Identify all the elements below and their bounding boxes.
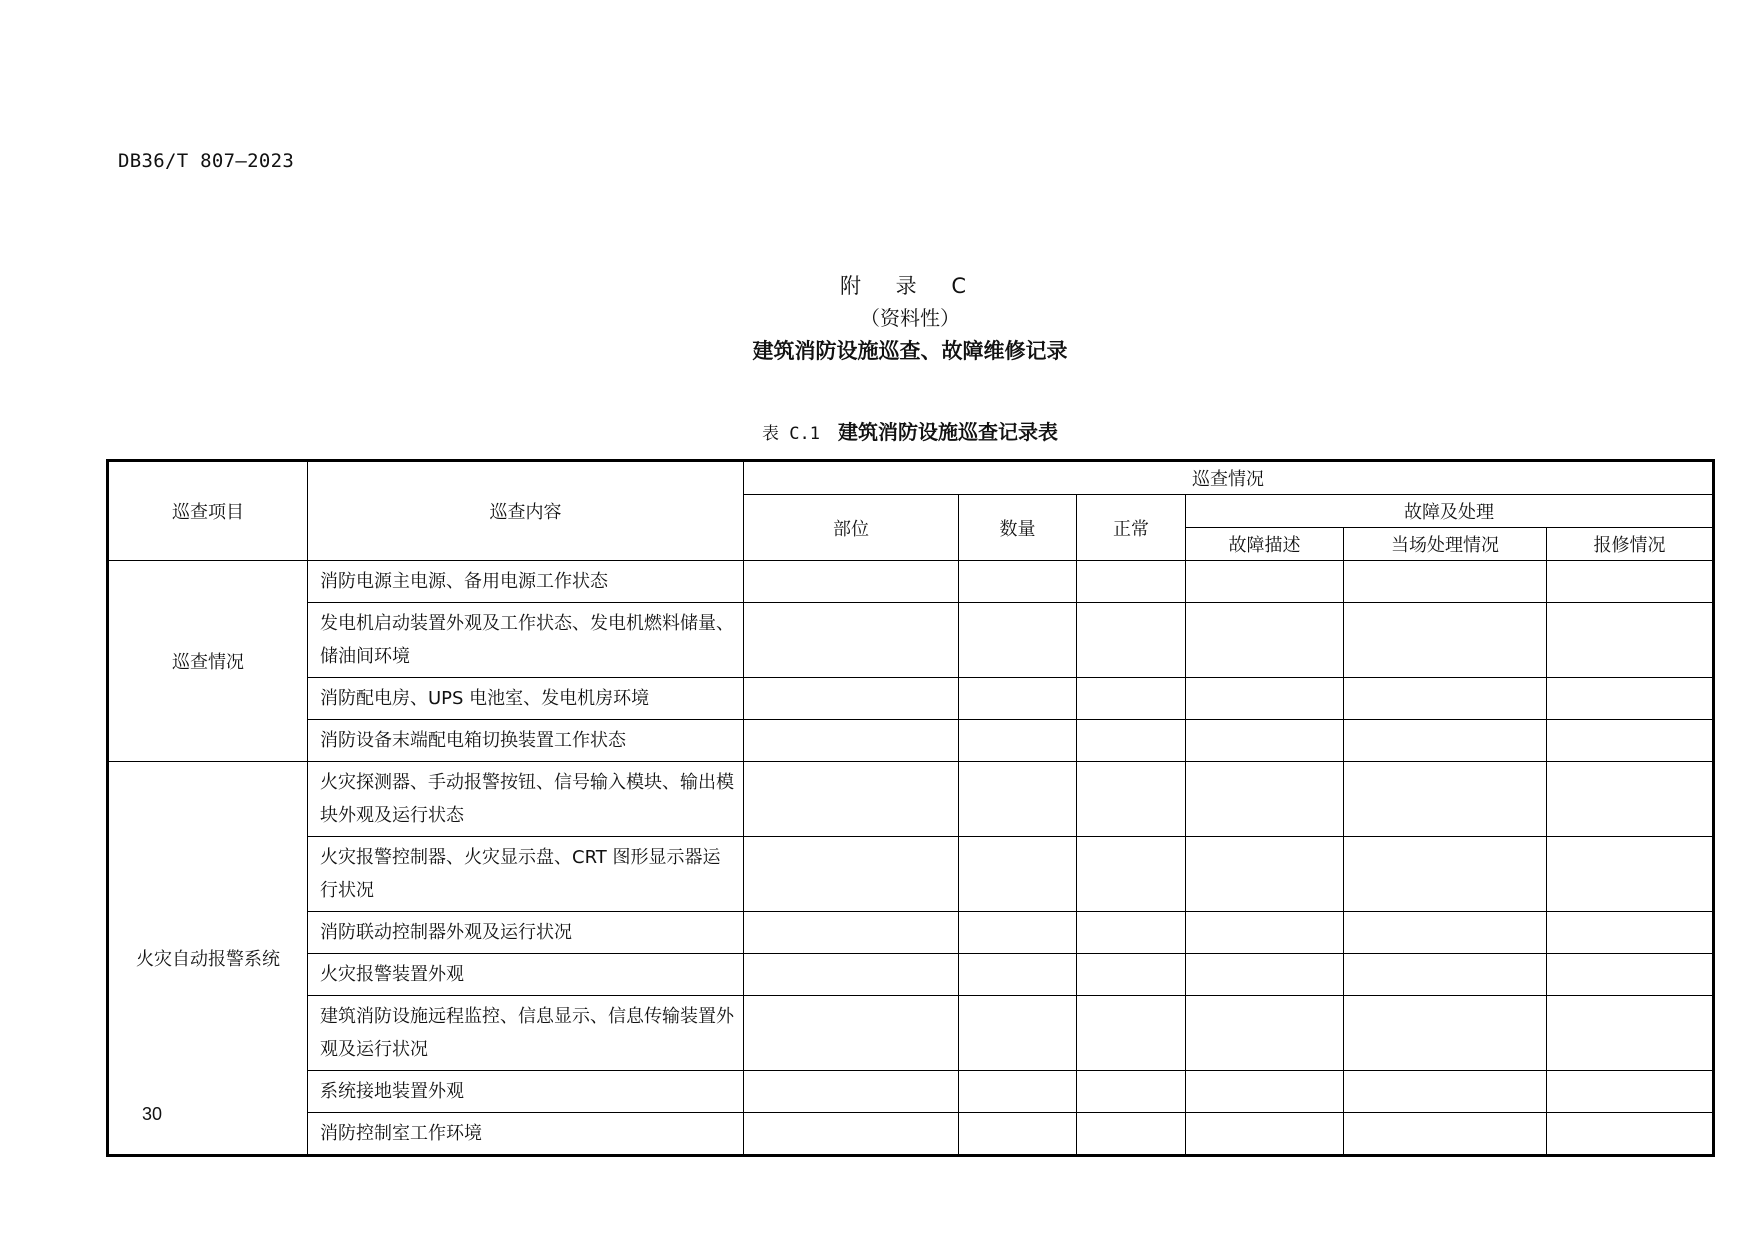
location-cell[interactable] [744, 912, 959, 954]
repair-status-cell[interactable] [1547, 1113, 1714, 1156]
content-cell: 系统接地装置外观 [308, 1071, 744, 1113]
normal-cell[interactable] [1077, 996, 1186, 1071]
appendix-type: （资料性） [860, 306, 960, 330]
content-cell: 火灾报警控制器、火灾显示盘、CRT 图形显示器运行状况 [308, 837, 744, 912]
onsite-handling-cell[interactable] [1344, 678, 1547, 720]
page-number: 30 [142, 1104, 163, 1124]
location-cell[interactable] [744, 678, 959, 720]
header-content: 巡查内容 [308, 461, 744, 561]
normal-cell[interactable] [1077, 1113, 1186, 1156]
quantity-cell[interactable] [959, 762, 1077, 837]
fault-description-cell[interactable] [1186, 1113, 1344, 1156]
quantity-cell[interactable] [959, 561, 1077, 603]
header-location: 部位 [744, 495, 959, 561]
quantity-cell[interactable] [959, 603, 1077, 678]
content-cell: 建筑消防设施远程监控、信息显示、信息传输装置外观及运行状况 [308, 996, 744, 1071]
repair-status-cell[interactable] [1547, 762, 1714, 837]
onsite-handling-cell[interactable] [1344, 603, 1547, 678]
fault-description-cell[interactable] [1186, 912, 1344, 954]
repair-status-cell[interactable] [1547, 561, 1714, 603]
content-cell: 发电机启动装置外观及工作状态、发电机燃料储量、储油间环境 [308, 603, 744, 678]
fault-description-cell[interactable] [1186, 762, 1344, 837]
normal-cell[interactable] [1077, 954, 1186, 996]
appendix-name: 建筑消防设施巡查、故障维修记录 [752, 339, 1068, 363]
quantity-cell[interactable] [959, 720, 1077, 762]
fault-description-cell[interactable] [1186, 837, 1344, 912]
onsite-handling-cell[interactable] [1344, 762, 1547, 837]
onsite-handling-cell[interactable] [1344, 561, 1547, 603]
onsite-handling-cell[interactable] [1344, 837, 1547, 912]
table-row [108, 678, 1714, 720]
header-quantity: 数量 [959, 495, 1077, 561]
header-onsite-handling: 当场处理情况 [1344, 528, 1547, 561]
fault-description-cell[interactable] [1186, 678, 1344, 720]
repair-status-cell[interactable] [1547, 996, 1714, 1071]
table-caption [0, 416, 1754, 445]
quantity-cell[interactable] [959, 912, 1077, 954]
table-row [108, 1071, 1714, 1113]
fault-description-cell[interactable] [1186, 720, 1344, 762]
normal-cell[interactable] [1077, 912, 1186, 954]
header-normal: 正常 [1077, 495, 1186, 561]
content-cell: 消防控制室工作环境 [308, 1113, 744, 1156]
table-row [108, 603, 1714, 678]
fault-description-cell[interactable] [1186, 561, 1344, 603]
header-fault: 故障及处理 [1186, 495, 1714, 528]
header-item: 巡查项目 [108, 461, 308, 561]
normal-cell[interactable] [1077, 603, 1186, 678]
onsite-handling-cell[interactable] [1344, 996, 1547, 1071]
quantity-cell[interactable] [959, 837, 1077, 912]
normal-cell[interactable] [1077, 561, 1186, 603]
fault-description-cell[interactable] [1186, 1071, 1344, 1113]
location-cell[interactable] [744, 954, 959, 996]
location-cell[interactable] [744, 762, 959, 837]
location-cell[interactable] [744, 1113, 959, 1156]
content-cell: 消防联动控制器外观及运行状况 [308, 912, 744, 954]
repair-status-cell[interactable] [1547, 954, 1714, 996]
content-cell: 消防配电房、UPS 电池室、发电机房环境 [308, 678, 744, 720]
repair-status-cell[interactable] [1547, 912, 1714, 954]
onsite-handling-cell[interactable] [1344, 1113, 1547, 1156]
fault-description-cell[interactable] [1186, 954, 1344, 996]
quantity-cell[interactable] [959, 954, 1077, 996]
table-row [108, 561, 1714, 603]
onsite-handling-cell[interactable] [1344, 912, 1547, 954]
header-status: 巡查情况 [744, 461, 1714, 495]
table-number: 表 C.1 [762, 424, 820, 444]
location-cell[interactable] [744, 1071, 959, 1113]
normal-cell[interactable] [1077, 837, 1186, 912]
location-cell[interactable] [744, 837, 959, 912]
normal-cell[interactable] [1077, 1071, 1186, 1113]
quantity-cell[interactable] [959, 1113, 1077, 1156]
normal-cell[interactable] [1077, 720, 1186, 762]
repair-status-cell[interactable] [1547, 720, 1714, 762]
location-cell[interactable] [744, 996, 959, 1071]
table-row [108, 762, 1714, 837]
onsite-handling-cell[interactable] [1344, 720, 1547, 762]
location-cell[interactable] [744, 561, 959, 603]
table-row [108, 1113, 1714, 1156]
inspection-record-table [106, 459, 1715, 1157]
normal-cell[interactable] [1077, 678, 1186, 720]
header-repair-status: 报修情况 [1547, 528, 1714, 561]
table-row [108, 837, 1714, 912]
location-cell[interactable] [744, 720, 959, 762]
onsite-handling-cell[interactable] [1344, 954, 1547, 996]
table-row [108, 996, 1714, 1071]
repair-status-cell[interactable] [1547, 837, 1714, 912]
location-cell[interactable] [744, 603, 959, 678]
content-cell: 消防电源主电源、备用电源工作状态 [308, 561, 744, 603]
quantity-cell[interactable] [959, 996, 1077, 1071]
table-row [108, 954, 1714, 996]
content-cell: 火灾探测器、手动报警按钮、信号输入模块、输出模块外观及运行状态 [308, 762, 744, 837]
table-row [108, 912, 1714, 954]
category-cell: 巡查情况 [108, 561, 308, 762]
category-cell: 火灾自动报警系统 [108, 762, 308, 1156]
fault-description-cell[interactable] [1186, 603, 1344, 678]
fault-description-cell[interactable] [1186, 996, 1344, 1071]
table-title: 建筑消防设施巡查记录表 [837, 420, 1058, 444]
quantity-cell[interactable] [959, 1071, 1077, 1113]
normal-cell[interactable] [1077, 762, 1186, 837]
onsite-handling-cell[interactable] [1344, 1071, 1547, 1113]
appendix-title: 附 录 C [839, 274, 980, 298]
repair-status-cell[interactable] [1547, 1071, 1714, 1113]
repair-status-cell[interactable] [1547, 603, 1714, 678]
content-cell: 火灾报警装置外观 [308, 954, 744, 996]
repair-status-cell[interactable] [1547, 678, 1714, 720]
document-code: DB36/T 807—2023 [118, 150, 295, 172]
content-cell: 消防设备末端配电箱切换装置工作状态 [308, 720, 744, 762]
quantity-cell[interactable] [959, 678, 1077, 720]
table-row [108, 720, 1714, 762]
header-fault-description: 故障描述 [1186, 528, 1344, 561]
